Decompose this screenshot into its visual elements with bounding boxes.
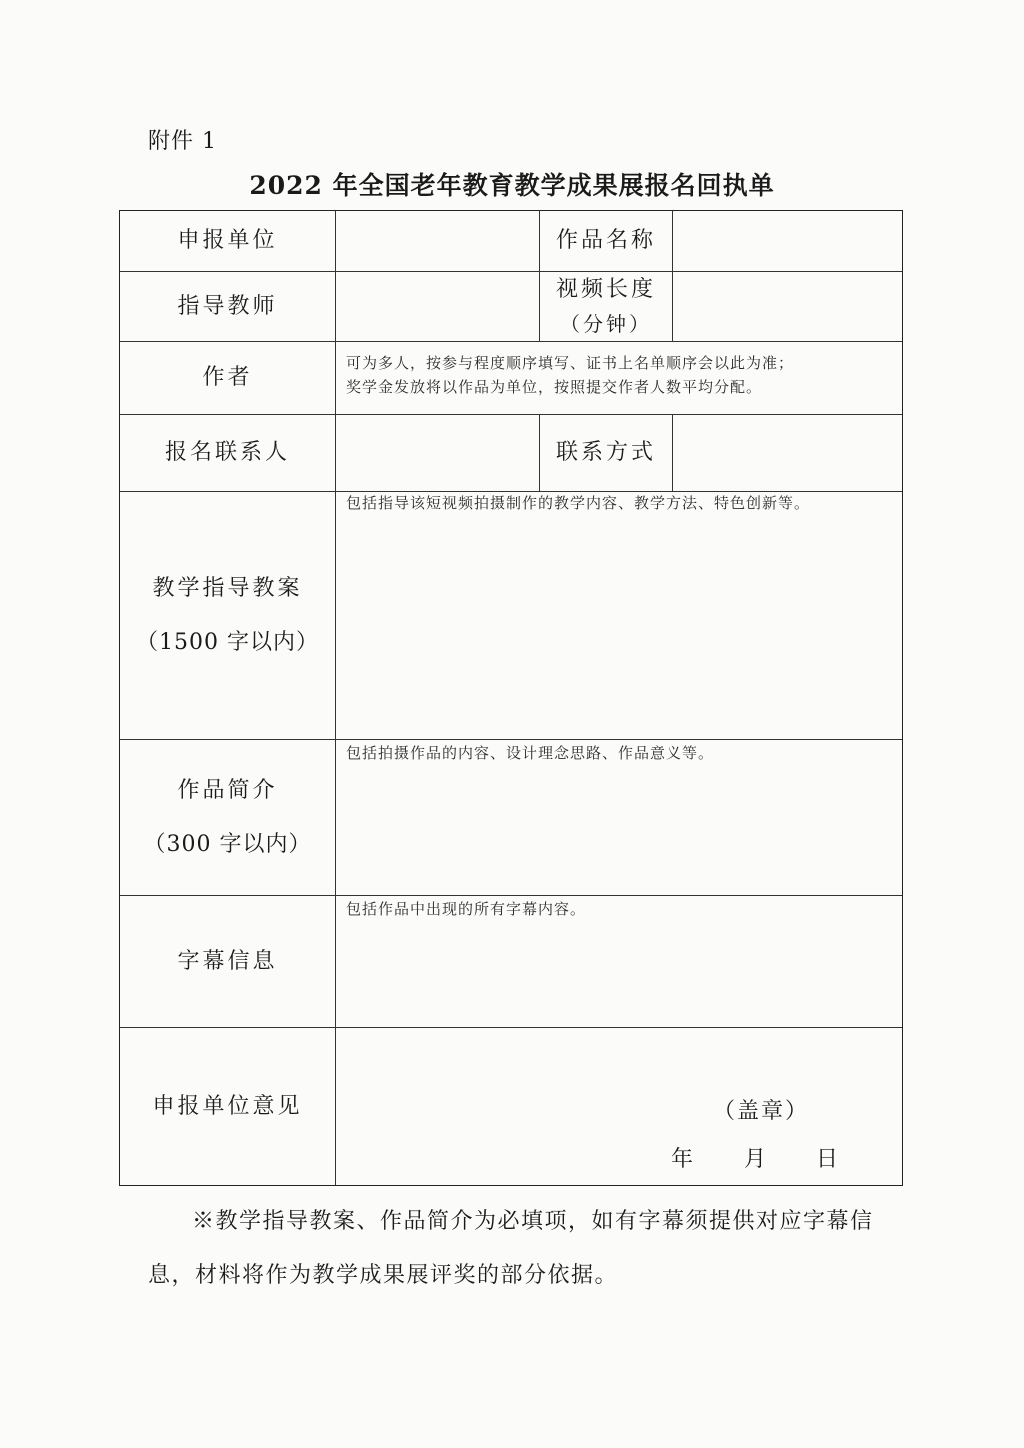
- work-name-field[interactable]: [673, 211, 902, 271]
- work-intro-note: 包括拍摄作品的内容、设计理念思路、作品意义等。: [346, 744, 715, 762]
- applicant-unit-label: 申报单位: [177, 228, 278, 253]
- page-title: 2022 年全国老年教育教学成果展报名回执单: [249, 171, 775, 200]
- date-day: 日: [816, 1147, 839, 1172]
- attachment-label: 附件 1: [148, 129, 217, 154]
- unit-opinion-field[interactable]: [336, 1028, 902, 1185]
- work-intro-limit: （300 字以内）: [143, 831, 312, 857]
- work-intro-label: 作品简介: [177, 777, 278, 803]
- lesson-plan-label-cell: [120, 492, 335, 739]
- footer-note: ※教学指导教案、作品简介为必填项，如有字幕须提供对应字幕信息，材料将作为教学成果展评奖的部分依据。: [148, 1209, 874, 1288]
- contact-method-label: 联系方式: [555, 440, 656, 465]
- applicant-unit-field[interactable]: [336, 211, 539, 271]
- contact-person-label: 报名联系人: [164, 440, 290, 465]
- author-label: 作者: [202, 365, 253, 390]
- author-note[interactable]: [346, 351, 896, 399]
- lesson-plan-label: 教学指导教案: [152, 575, 303, 601]
- contact-method-field[interactable]: [673, 415, 902, 491]
- subtitle-field[interactable]: [346, 897, 898, 1021]
- video-length-label-cell: [540, 272, 672, 341]
- subtitle-label: 字幕信息: [177, 948, 278, 974]
- instructor-label: 指导教师: [177, 293, 278, 319]
- instructor-field[interactable]: [336, 272, 539, 341]
- contact-person-field[interactable]: [336, 415, 539, 491]
- seal-label: （盖章）: [713, 1099, 810, 1124]
- author-note-line1: 可为多人，按参与程度顺序填写、证书上名单顺序会以此为准；: [346, 354, 795, 372]
- video-length-label: 视频长度: [555, 276, 656, 302]
- unit-opinion-label: 申报单位意见: [152, 1093, 303, 1119]
- work-intro-label-cell: [120, 740, 335, 895]
- lesson-plan-field[interactable]: [346, 491, 898, 731]
- registration-form-table: [119, 210, 903, 1186]
- lesson-plan-note: 包括指导该短视频拍摄制作的教学内容、教学方法、特色创新等。: [346, 494, 811, 512]
- video-length-field[interactable]: [673, 272, 902, 341]
- author-note-line2: 奖学金发放将以作品为单位，按照提交作者人数平均分配。: [346, 378, 763, 396]
- subtitle-note: 包括作品中出现的所有字幕内容。: [346, 900, 587, 918]
- video-length-unit: （分钟）: [560, 311, 652, 336]
- date-month: 月: [744, 1147, 767, 1172]
- work-intro-field[interactable]: [346, 741, 898, 889]
- lesson-plan-limit: （1500 字以内）: [136, 629, 319, 655]
- work-name-label: 作品名称: [555, 228, 656, 253]
- date-year: 年: [671, 1147, 694, 1172]
